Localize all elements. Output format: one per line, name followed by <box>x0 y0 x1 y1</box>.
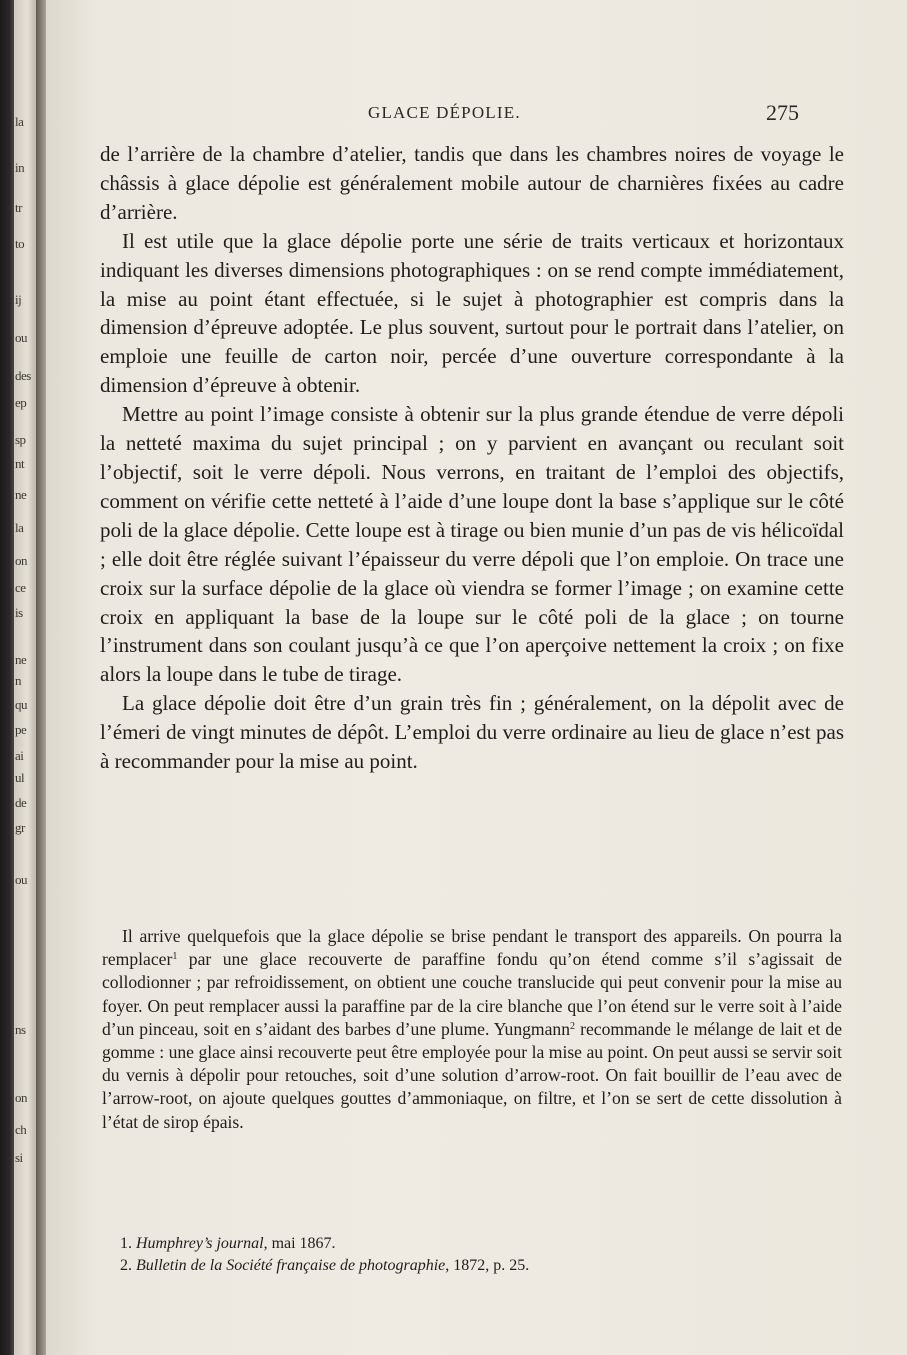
prev-page-fragment: n <box>15 673 21 688</box>
prev-page-fragment: ns <box>15 1022 26 1037</box>
note-text-part: Il arrive quelquefois que la glace dépolie se brise pendant le transport des appareils. On pourra la remplacer <box>102 926 842 970</box>
footnote-number: 2. <box>120 1257 132 1274</box>
footnote <box>120 1233 820 1255</box>
note-text-part: par une glace recouverte de paraffine fondu qu’on étend comme s’il s’agissait de collodionner ; par refroidissement, on obtient une couche translucide qui peut convenir pour la mise au foyer. On peut remplacer aussi la paraffine par de la cire blanche que l’on étend sur le verre soit à l’aide d’un pinceau, soit en s’aidant des barbes d’une plume. Yungmann <box>102 949 842 1039</box>
note-text-part: recommande le mélange de lait et de gomme : une glace ainsi recouverte peut être employée pour la mise au point. On peut aussi se servir soit du vernis à dépolir pour retouches, soit d’une solution d’arrow-root. On fait bouillir de l’eau avec de l’arrow-root, on ajoute quelques gouttes d’ammoniaque, on filtre, et l’on se sert de cette dissolution à l’état de sirop épais. <box>102 1018 842 1132</box>
prev-page-fragment: on <box>15 1090 27 1105</box>
paragraph: La glace dépolie doit être d’un grain très fin ; généralement, on la dépolit avec de l’émeri de vingt minutes de dépôt. L’emploi du verre ordinaire au lieu de glace n’est pas à recommander pour la mise au point. <box>100 691 844 774</box>
prev-page-fragment: ai <box>15 748 24 763</box>
footnote-detail: , 1872, p. 25. <box>445 1257 530 1274</box>
prev-page-fragment: pe <box>15 722 27 737</box>
prev-page-fragment: is <box>15 605 23 620</box>
footnote-ref: 1 <box>172 951 178 963</box>
prev-page-fragment: qu <box>15 697 27 712</box>
prev-page-fragment: ne <box>15 487 27 502</box>
prev-page-fragment: si <box>15 1150 23 1165</box>
small-print-note <box>102 925 842 1134</box>
prev-page-fragment: ne <box>15 652 27 667</box>
prev-page-fragment: in <box>15 160 25 175</box>
footnote-title: Bulletin de la Société française de photographie <box>136 1257 446 1274</box>
paragraph: de l’arrière de la chambre d’atelier, tandis que dans les chambres noires de voyage le châssis à glace dépolie est généralement mobile autour de charnières fixées au cadre d’arrière. <box>100 142 844 224</box>
prev-page-fragment: sp <box>15 432 26 447</box>
previous-page-edge <box>14 0 36 1355</box>
prev-page-fragment: ou <box>15 872 27 887</box>
paragraph: Mettre au point l’image consiste à obtenir sur la plus grande étendue de verre dépoli la netteté maxima du sujet principal ; on y parvient en avançant ou reculant soit l’objectif, soit le verre dépoli. Nous verrons, en traitant de l’emploi des objectifs, comment on vérifie cette netteté à l’aide d’une loupe dont la base s’applique sur le côté poli de la glace dépolie. Cette loupe est à tirage ou bien munie d’un pas de vis hélicoïdal ; elle doit être réglée suivant l’épaisseur du verre dépoli que l’on emploie. On trace une croix sur la surface dépolie de la glace où viendra se former l’image ; on examine cette croix en appliquant la base de la loupe sur le côté poli de la glace ; on tourne l’instrument dans son coulant jusqu’à ce que l’on aperçoive nettement la croix ; on fixe alors la loupe dans le tube de tirage. <box>100 402 844 687</box>
note-paragraph <box>102 925 842 1134</box>
prev-page-fragment: de <box>15 795 27 810</box>
footnote-ref: 2 <box>570 1020 576 1032</box>
footnotes <box>120 1233 820 1277</box>
prev-page-fragment: ch <box>15 1122 27 1137</box>
footnote-detail: , mai 1867. <box>263 1235 336 1252</box>
running-title: GLACE DÉPOLIE. <box>368 103 521 122</box>
prev-page-fragment: ou <box>15 330 27 345</box>
footnote-number: 1. <box>120 1235 132 1252</box>
main-text <box>100 140 844 776</box>
prev-page-fragment: la <box>15 114 24 129</box>
footnote-title: Humphrey’s journal <box>136 1235 264 1252</box>
book-page <box>46 0 907 1355</box>
book-spine-shadow <box>0 0 14 1355</box>
prev-page-fragment: ul <box>15 770 25 785</box>
footnote <box>120 1255 820 1277</box>
prev-page-fragment: des <box>15 368 31 383</box>
prev-page-fragment: on <box>15 553 27 568</box>
prev-page-fragment: ij <box>15 292 22 307</box>
prev-page-fragment: gr <box>15 820 25 835</box>
page-number: 275 <box>766 100 799 125</box>
prev-page-fragment: la <box>15 520 24 535</box>
prev-page-fragment: ce <box>15 580 26 595</box>
prev-page-fragment: tr <box>15 200 22 215</box>
prev-page-fragment: nt <box>15 456 25 471</box>
paragraph: Il est utile que la glace dépolie porte une série de traits verticaux et horizontaux indiquant les diverses dimensions photographiques : on se rend compte immédiatement, la mise au point étant effectuée, si le sujet à photographier est compris dans la dimension d’épreuve adoptée. Le plus souvent, surtout pour le portrait dans l’atelier, on emploie une feuille de carton noir, percée d’une ouverture correspondante à la dimension d’épreuve à obtenir. <box>100 228 844 398</box>
prev-page-fragment: ep <box>15 395 27 410</box>
prev-page-fragment: to <box>15 236 25 251</box>
